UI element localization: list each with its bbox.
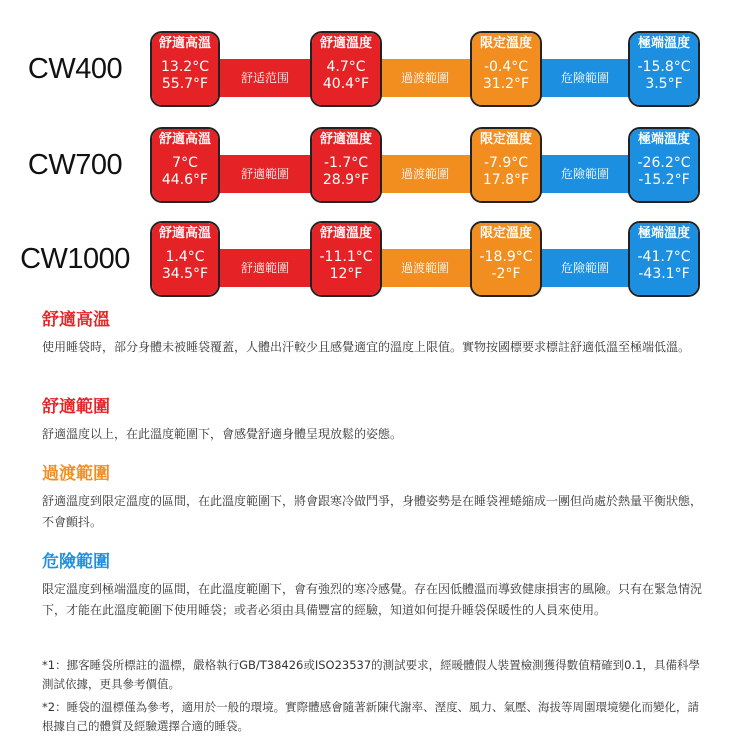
- celsius-value: -7.9°C: [483, 155, 529, 171]
- extreme-temp-label: 極端溫度: [630, 223, 698, 245]
- fahrenheit-value: 31.2°F: [482, 76, 530, 92]
- comfort-high-label: 舒適高溫: [152, 33, 218, 55]
- comfort-high-label: 舒適高溫: [152, 129, 218, 151]
- celsius-value: -41.7°C: [637, 249, 691, 265]
- fahrenheit-value: -43.1°F: [638, 266, 690, 282]
- limit-temp-box: [470, 221, 542, 297]
- limit-temp-box: [470, 31, 542, 107]
- comfort-high-box: [150, 127, 220, 203]
- celsius-value: -18.9°C: [479, 249, 533, 265]
- fahrenheit-value: 55.7°F: [161, 76, 209, 92]
- fahrenheit-value: 44.6°F: [161, 172, 209, 188]
- extreme-temp-label: 極端溫度: [630, 33, 698, 55]
- section-comfort-range: [42, 396, 707, 445]
- danger-range-band: 危險範圍: [530, 249, 640, 287]
- comfort-temp-box: [310, 221, 382, 297]
- comfort-high-box: [150, 31, 220, 107]
- comfort-range-band: 舒適範圍: [210, 249, 320, 287]
- model-name: CW1000: [20, 243, 130, 275]
- fahrenheit-value: 34.5°F: [161, 266, 209, 282]
- celsius-value: 7°C: [172, 155, 198, 171]
- footnote-2: *2：睡袋的溫標僅為參考，適用於一般的環境。實際體感會隨著新陳代謝率、溼度、風力、氣壓、海拔等周圍環境變化而變化，請根據自己的體質及經驗選擇合適的睡袋。: [42, 700, 700, 733]
- limit-temp-label: 限定溫度: [472, 129, 540, 151]
- celsius-value: 4.7°C: [326, 59, 366, 75]
- comfort-temp-label: 舒適溫度: [312, 129, 380, 151]
- fahrenheit-value: -2°F: [491, 266, 521, 282]
- fahrenheit-value: 12°F: [329, 266, 363, 282]
- comfort-range-band: 舒適範圍: [210, 155, 320, 193]
- section-title: 舒適範圍: [42, 397, 110, 417]
- celsius-value: -15.8°C: [637, 59, 691, 75]
- extreme-temp-box: [628, 221, 700, 297]
- danger-range-band: 危險範圍: [530, 155, 640, 193]
- comfort-high-box: [150, 221, 220, 297]
- comfort-temp-box: [310, 127, 382, 203]
- danger-range-band: 危險範圍: [530, 59, 640, 97]
- transition-range-band: 過渡範圍: [370, 155, 480, 193]
- section-title: 危險範圍: [42, 552, 110, 572]
- fahrenheit-value: 28.9°F: [322, 172, 370, 188]
- fahrenheit-value: 3.5°F: [645, 76, 683, 92]
- temperature-row-cw1000: [0, 221, 750, 301]
- temperature-row-cw700: [0, 127, 750, 207]
- celsius-value: -1.7°C: [323, 155, 369, 171]
- section-body: 舒適溫度到限定溫度的區間，在此溫度範圍下，將會跟寒冷做鬥爭，身體姿勢是在睡袋裡蜷縮成一團但尚處於熱量平衡狀態，不會顫抖。: [42, 494, 703, 529]
- comfort-range-band: 舒适范围: [210, 59, 320, 97]
- extreme-temp-box: [628, 31, 700, 107]
- model-name: CW700: [27, 149, 123, 181]
- celsius-value: 1.4°C: [165, 249, 205, 265]
- celsius-value: -0.4°C: [483, 59, 529, 75]
- fahrenheit-value: 17.8°F: [482, 172, 530, 188]
- extreme-temp-label: 極端溫度: [630, 129, 698, 151]
- comfort-high-label: 舒適高溫: [152, 223, 218, 245]
- fahrenheit-value: 40.4°F: [322, 76, 370, 92]
- celsius-value: -26.2°C: [637, 155, 691, 171]
- transition-range-band: 過渡範圍: [370, 249, 480, 287]
- limit-temp-label: 限定溫度: [472, 223, 540, 245]
- section-title: 舒適高溫: [42, 310, 110, 330]
- extreme-temp-box: [628, 127, 700, 203]
- comfort-temp-label: 舒適溫度: [312, 223, 380, 245]
- section-title: 過渡範圍: [42, 464, 110, 484]
- temperature-row-cw400: [0, 31, 750, 111]
- celsius-value: -11.1°C: [319, 249, 373, 265]
- limit-temp-box: [470, 127, 542, 203]
- section-body: 舒適溫度以上，在此溫度範圍下，會感覺舒適身體呈現放鬆的姿態。: [42, 427, 403, 441]
- celsius-value: 13.2°C: [161, 59, 209, 75]
- fahrenheit-value: -15.2°F: [638, 172, 690, 188]
- transition-range-band: 過渡範圍: [370, 59, 480, 97]
- comfort-temp-box: [310, 31, 382, 107]
- section-comfort-high: [42, 309, 707, 358]
- section-body: 使用睡袋時，部分身體未被睡袋覆蓋，人體出汗較少且感覺適宜的溫度上限值。實物按國標要求標註舒適低溫至極端低溫。: [42, 340, 691, 354]
- model-name: CW400: [27, 53, 123, 85]
- footnote-1: *1：挪客睡袋所標註的溫標，嚴格執行GB/T38426或ISO23537的測試要求，經暖體假人裝置檢測獲得數值精確到0.1，具備科學測試依據，更具參考價值。: [42, 658, 700, 691]
- section-body: 限定溫度到極端溫度的區間，在此溫度範圍下，會有強烈的寒冷感覺。存在因低體溫而導致健康損害的風險。只有在緊急情況下，才能在此溫度範圍下使用睡袋；或者必須由具備豐富的經驗，知道如何提升睡袋保暖性的人員來使用。: [42, 582, 703, 617]
- limit-temp-label: 限定溫度: [472, 33, 540, 55]
- section-transition-range: [42, 463, 707, 533]
- section-danger-range: [42, 551, 707, 621]
- comfort-temp-label: 舒適溫度: [312, 33, 380, 55]
